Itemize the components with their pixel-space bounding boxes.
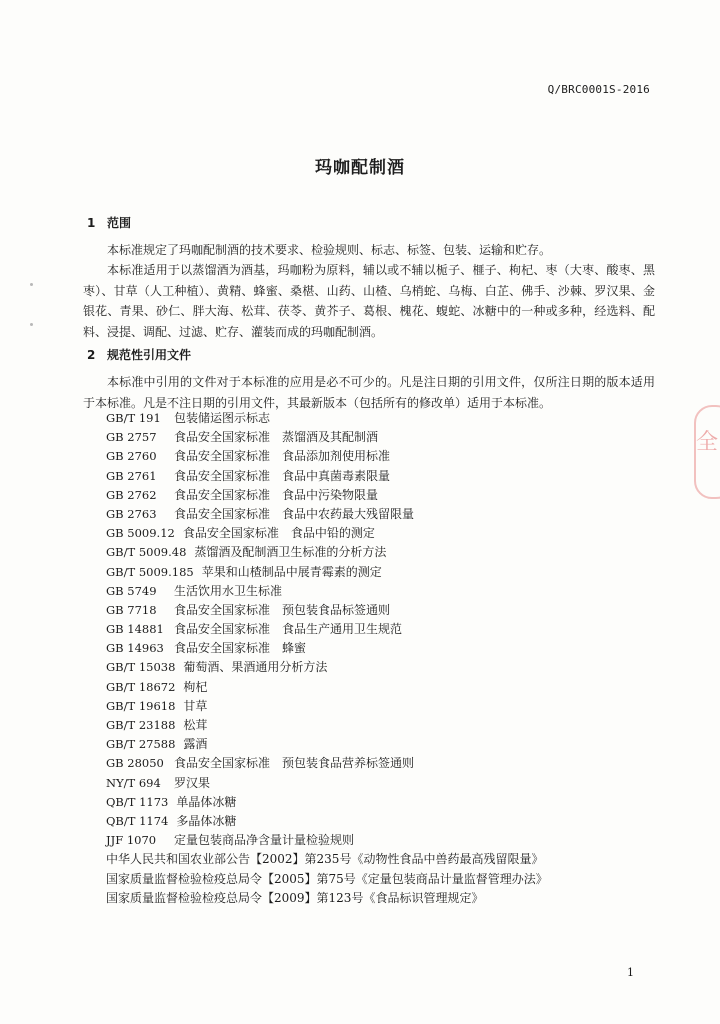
reference-item	[106, 582, 548, 601]
reference-item	[106, 639, 548, 658]
reference-title: 包装储运图示标志	[174, 411, 271, 425]
reference-item	[106, 850, 548, 869]
reference-item	[106, 543, 548, 562]
reference-title: 食品安全国家标准 蜂蜜	[174, 641, 307, 656]
reference-title: 食品安全国家标准 蒸馏酒及其配制酒	[174, 430, 379, 445]
reference-title: 食品安全国家标准 食品中铅的测定	[182, 526, 375, 541]
reference-title: 葡萄酒、果酒通用分析方法	[183, 660, 328, 675]
reference-code: GB 5009.12	[106, 526, 175, 541]
reference-title: 食品安全国家标准 食品中真菌毒素限量	[174, 468, 391, 483]
reference-item	[106, 428, 548, 447]
reference-code: GB 5749	[106, 583, 157, 598]
reference-title: 生活饮用水卫生标准	[174, 583, 283, 598]
reference-title: 食品安全国家标准 食品生产通用卫生规范	[174, 622, 403, 637]
reference-code: GB/T 5009.48	[106, 545, 187, 560]
reference-code: GB/T 27588	[106, 737, 176, 752]
reference-title: 露酒	[183, 737, 208, 752]
reference-code: NY/T 694	[106, 775, 161, 790]
seal-stamp-char: 全	[695, 430, 718, 455]
reference-code: GB/T 18672	[106, 679, 176, 694]
reference-title: 食品安全国家标准 食品中农药最大残留限量	[174, 506, 415, 521]
reference-title: 食品安全国家标准 预包装食品标签通则	[174, 602, 391, 617]
reference-item	[106, 467, 548, 486]
reference-code: JJF 1070	[106, 833, 157, 848]
reference-item	[106, 658, 548, 677]
reference-code: GB 7718	[106, 602, 157, 617]
reference-list	[106, 409, 548, 908]
reference-item	[106, 486, 548, 505]
document-title: 玛咖配制酒	[315, 158, 405, 178]
punch-hole-mark	[30, 283, 33, 286]
scope-paragraph-1: 本标准规定了玛咖配制酒的技术要求、检验规则、标志、标签、包装、运输和贮存。	[107, 243, 552, 257]
reference-title: 中华人民共和国农业部公告【2002】第235号《动物性食品中兽药最高残留限量》	[106, 852, 544, 867]
section-number: 2	[87, 348, 96, 362]
document-code: Q/BRC0001S-2016	[547, 83, 650, 96]
reference-code: QB/T 1173	[106, 794, 169, 809]
reference-item	[106, 524, 548, 543]
reference-item	[106, 601, 548, 620]
punch-hole-mark	[30, 323, 33, 326]
reference-title: 食品安全国家标准 食品添加剂使用标准	[174, 449, 391, 464]
reference-item	[106, 716, 548, 735]
reference-item	[106, 505, 548, 524]
reference-item	[106, 620, 548, 639]
reference-code: GB 2760	[106, 449, 157, 464]
reference-item	[106, 409, 548, 428]
reference-title: 苹果和山楂制品中展青霉素的测定	[201, 564, 382, 579]
reference-title: 多晶体冰糖	[176, 813, 237, 828]
section-number: 1	[87, 216, 96, 230]
reference-code: GB 2757	[106, 430, 157, 445]
reference-title: 国家质量监督检验检疫总局令【2005】第75号《定量包装商品计量监督管理办法》	[106, 871, 548, 886]
reference-item	[106, 889, 548, 908]
reference-code: GB/T 191	[106, 411, 161, 425]
page-number: 1	[627, 966, 634, 979]
section-heading-scope	[87, 214, 131, 231]
reference-item	[106, 774, 548, 793]
reference-code: GB 14881	[106, 622, 164, 637]
reference-title: 蒸馏酒及配制酒卫生标准的分析方法	[194, 545, 387, 560]
reference-item	[106, 812, 548, 831]
reference-code: GB/T 19618	[106, 698, 176, 713]
reference-title: 枸杞	[183, 679, 208, 694]
scope-paragraph-2: 本标准适用于以蒸馏酒为酒基，玛咖粉为原料，辅以或不辅以栀子、榧子、枸杞、枣（大枣、酸枣、黑枣）、甘草（人工种植）、黄精、蜂蜜、桑椹、山药、山楂、乌梢蛇、乌梅、白芷、佛手、沙棘、罗汉果、金银花、青果、砂仁、胖大海、松茸、茯苓、黄芥子、葛根、槐花、蝮蛇、冰糖中的一种或多种，经选料、配料、浸提、调配、过滤、贮存、灌装而成的玛咖配制酒。	[83, 263, 655, 339]
reference-code: GB/T 15038	[106, 660, 176, 675]
reference-item	[106, 447, 548, 466]
reference-item	[106, 793, 548, 812]
reference-title: 罗汉果	[174, 775, 211, 790]
reference-title: 食品安全国家标准 食品中污染物限量	[174, 487, 379, 502]
reference-item	[106, 563, 548, 582]
reference-title: 国家质量监督检验检疫总局令【2009】第123号《食品标识管理规定》	[106, 890, 484, 905]
reference-code: QB/T 1174	[106, 813, 169, 828]
reference-item	[106, 678, 548, 697]
reference-item	[106, 735, 548, 754]
section-title: 规范性引用文件	[107, 348, 192, 362]
reference-item	[106, 831, 548, 850]
reference-code: GB/T 5009.185	[106, 564, 194, 579]
section-title: 范围	[107, 216, 132, 230]
reference-title: 甘草	[183, 698, 208, 713]
reference-title: 食品安全国家标准 预包装食品营养标签通则	[174, 756, 415, 771]
references-paragraph: 本标准中引用的文件对于本标准的应用是必不可少的。凡是注日期的引用文件，仅所注日期的版本适用于本标准。凡是不注日期的引用文件，其最新版本（包括所有的修改单）适用于本标准。	[83, 375, 655, 410]
reference-code: GB 2761	[106, 468, 157, 483]
reference-code: GB 28050	[106, 756, 164, 771]
reference-item	[106, 870, 548, 889]
reference-title: 单晶体冰糖	[176, 794, 237, 809]
reference-code: GB 2763	[106, 506, 157, 521]
section-heading-normative-references	[87, 346, 191, 363]
reference-item	[106, 697, 548, 716]
reference-title: 定量包装商品净含量计量检验规则	[174, 833, 355, 848]
reference-code: GB 2762	[106, 487, 157, 502]
reference-code: GB/T 23188	[106, 718, 176, 732]
reference-item	[106, 754, 548, 773]
reference-title: 松茸	[183, 718, 208, 732]
reference-code: GB 14963	[106, 641, 164, 656]
